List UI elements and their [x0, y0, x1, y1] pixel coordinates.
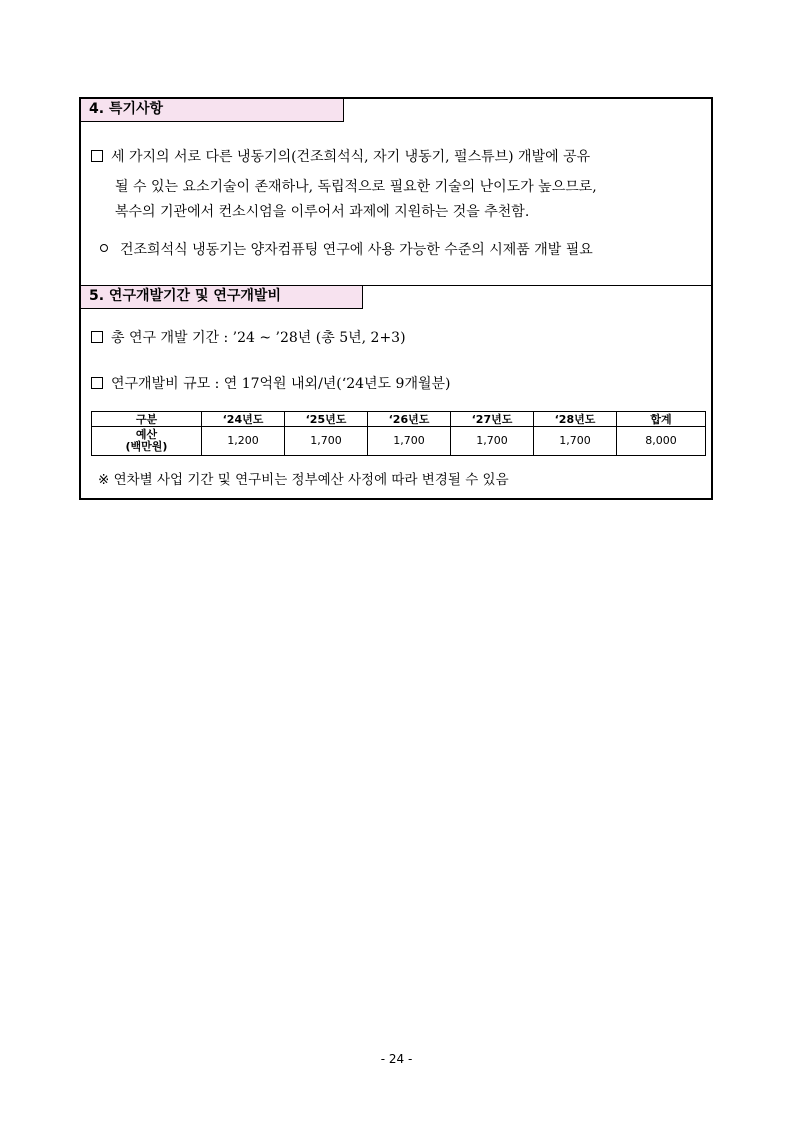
table-header-cell: ‘28년도: [534, 412, 617, 427]
checkbox-square-icon: [91, 377, 103, 389]
table-header-row: [92, 412, 706, 427]
table-header-cell: ‘26년도: [368, 412, 451, 427]
page-number: - 24 -: [380, 1052, 413, 1066]
table-row: [92, 427, 706, 456]
table-header-cell: ‘27년도: [451, 412, 534, 427]
table-header-cell: 구분: [92, 412, 202, 427]
table-header-cell: ‘25년도: [285, 412, 368, 427]
table-header-cell: ‘24년도: [202, 412, 285, 427]
table-cell: 1,700: [368, 427, 451, 456]
section-4-bullet: 건조희석식 냉동기는 양자컴퓨팅 연구에 사용 가능한 수준의 시제품 개발 필요: [100, 239, 593, 259]
table-header-cell: 합계: [617, 412, 706, 427]
table-cell: 1,200: [202, 427, 285, 456]
section-4-paragraph-line-1: 세 가지의 서로 다른 냉동기의(건조희석식, 자기 냉동기, 펄스튜브) 개발에 공유: [91, 146, 590, 166]
table-cell: 1,700: [534, 427, 617, 456]
section-4-heading: 4. 특기사항: [81, 99, 344, 122]
section-5-heading: 5. 연구개발기간 및 연구개발비: [81, 286, 363, 309]
table-footnote: ※ 연차별 사업 기간 및 연구비는 정부예산 사정에 따라 변경될 수 있음: [98, 472, 509, 488]
row-label-line-1: 예산: [135, 428, 158, 441]
checkbox-square-icon: [91, 331, 103, 343]
section-4-paragraph-line-3: 복수의 기관에서 컨소시엄을 이루어서 과제에 지원하는 것을 추천함.: [115, 204, 530, 220]
table-cell: 8,000: [617, 427, 706, 456]
table-cell: 1,700: [451, 427, 534, 456]
document-frame: [79, 97, 713, 500]
circle-bullet-icon: [100, 244, 108, 252]
section-5-budget-scale: 연구개발비 규모 : 연 17억원 내외/년(‘24년도 9개월분): [91, 373, 450, 393]
section-5-period: 총 연구 개발 기간 : ’24 ~ ’28년 (총 5년, 2+3): [91, 327, 406, 347]
section-4-paragraph-line-2: 될 수 있는 요소기술이 존재하나, 독립적으로 필요한 기술의 난이도가 높으므로,: [115, 179, 597, 195]
row-label-line-2: (백만원): [125, 440, 168, 453]
budget-table: [91, 411, 706, 456]
table-row-label: [92, 427, 202, 456]
table-cell: 1,700: [285, 427, 368, 456]
checkbox-square-icon: [91, 150, 103, 162]
